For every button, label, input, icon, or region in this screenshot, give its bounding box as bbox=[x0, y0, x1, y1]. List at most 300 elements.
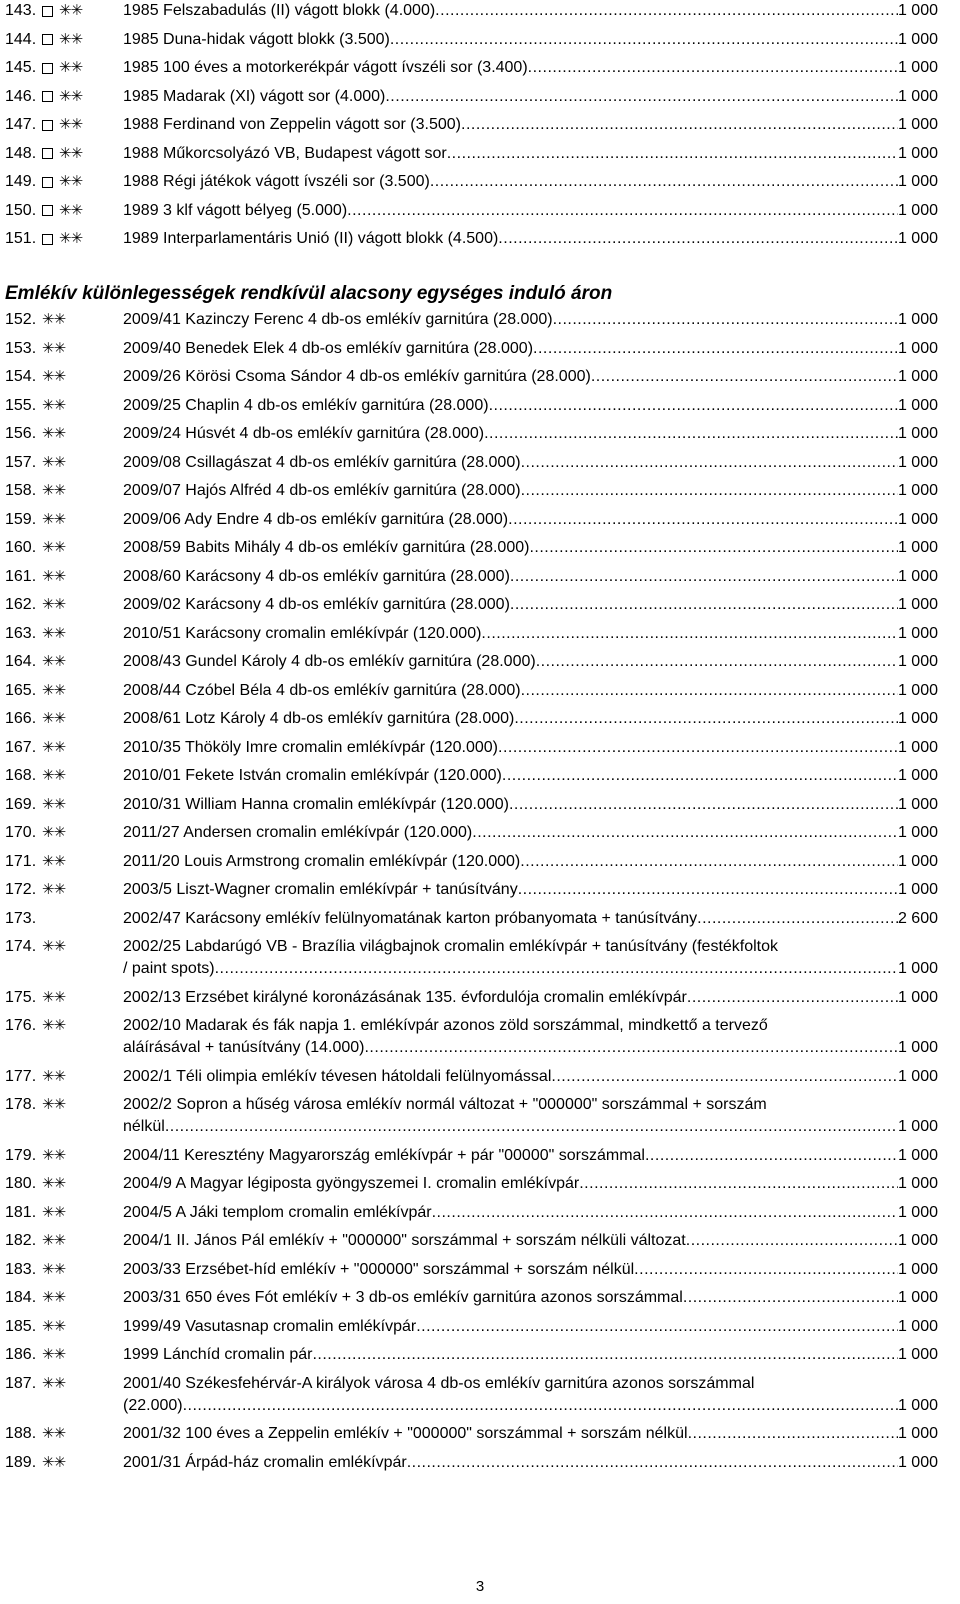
double-asterisk-icon: ✳✳ bbox=[42, 1317, 66, 1335]
double-asterisk-icon: ✳✳ bbox=[42, 1260, 66, 1278]
double-asterisk-icon: ✳✳ bbox=[42, 1425, 66, 1442]
item-icons bbox=[42, 1175, 65, 1193]
item-description: aláírásával + tanúsítvány (14.000) bbox=[123, 1039, 365, 1056]
item-description: 2009/06 Ady Endre 4 db-os emlékív garnitúra (28.000) bbox=[123, 510, 509, 528]
section-heading: Emlékív különlegességek rendkívül alacsony egységes induló áron bbox=[5, 283, 613, 304]
dot-leader bbox=[533, 339, 898, 359]
item-price: 1 000 bbox=[897, 453, 938, 471]
item-number: 183. bbox=[5, 1260, 37, 1278]
item-icons bbox=[42, 1375, 65, 1393]
item-number: 182. bbox=[5, 1232, 37, 1249]
item-description: 2011/20 Louis Armstrong cromalin emlékívpár (120.000) bbox=[123, 852, 521, 870]
item-number: 143. bbox=[5, 2, 37, 19]
item-number: 173. bbox=[5, 909, 37, 927]
item-number: 189. bbox=[5, 1453, 37, 1471]
item-price: 1 000 bbox=[897, 1260, 938, 1278]
item-icons bbox=[42, 511, 65, 529]
double-asterisk-icon: ✳✳ bbox=[42, 738, 66, 756]
item-icons bbox=[42, 482, 65, 500]
item-description: 2008/60 Karácsony 4 db-os emlékív garnitúra (28.000) bbox=[123, 567, 510, 585]
dot-leader bbox=[529, 538, 898, 558]
item-price: 1 000 bbox=[897, 1067, 938, 1085]
item-price: 1 000 bbox=[897, 30, 938, 48]
item-icons bbox=[42, 568, 65, 586]
item-price: 1 000 bbox=[897, 144, 938, 162]
double-asterisk-icon: ✳✳ bbox=[42, 567, 66, 585]
item-description: 2003/31 650 éves Fót emlékív + 3 db-os emlékív garnitúra azonos sorszámmal bbox=[123, 1289, 683, 1306]
item-line bbox=[123, 396, 938, 416]
item-icons bbox=[42, 59, 82, 77]
dot-leader bbox=[385, 87, 898, 107]
item-line bbox=[123, 766, 938, 786]
double-asterisk-icon: ✳✳ bbox=[59, 87, 83, 105]
double-asterisk-icon: ✳✳ bbox=[42, 624, 66, 642]
dot-leader bbox=[521, 681, 898, 701]
item-price: 1 000 bbox=[897, 368, 938, 385]
item-number: 167. bbox=[5, 738, 37, 756]
item-description-line1: 2002/25 Labdarúgó VB - Brazília világbajnok cromalin emlékívpár + tanúsítvány (festékfoltok bbox=[123, 938, 779, 955]
item-price: 1 000 bbox=[897, 1175, 938, 1192]
item-description: 2004/1 II. János Pál emlékív + "000000" sorszámmal + sorszám nélküli változat bbox=[123, 1232, 686, 1249]
item-description: 2009/02 Karácsony 4 db-os emlékív garnitúra (28.000) bbox=[123, 596, 510, 613]
item-description: 1999 Lánchíd cromalin pár bbox=[123, 1346, 313, 1363]
dot-leader bbox=[520, 852, 898, 872]
double-asterisk-icon: ✳✳ bbox=[42, 710, 66, 727]
item-description: 2010/51 Karácsony cromalin emlékívpár (120.000) bbox=[123, 624, 482, 642]
dot-leader bbox=[472, 823, 898, 843]
item-icons bbox=[42, 31, 82, 49]
item-description: 2008/61 Lotz Károly 4 db-os emlékív garnitúra (28.000) bbox=[123, 710, 515, 727]
double-asterisk-icon: ✳✳ bbox=[42, 453, 66, 471]
dot-leader bbox=[416, 1317, 898, 1337]
item-number: 180. bbox=[5, 1175, 37, 1192]
item-icons bbox=[42, 881, 65, 899]
item-number: 145. bbox=[5, 59, 37, 76]
dot-leader bbox=[521, 481, 898, 501]
item-icons bbox=[42, 1289, 65, 1307]
double-asterisk-icon: ✳✳ bbox=[42, 767, 66, 784]
item-line bbox=[123, 823, 938, 843]
item-price: 1 000 bbox=[897, 339, 938, 357]
item-number: 164. bbox=[5, 653, 37, 670]
item-description: 2010/31 William Hanna cromalin emlékívpár (120.000) bbox=[123, 795, 509, 813]
double-asterisk-icon: ✳✳ bbox=[42, 1346, 66, 1363]
item-price: 1 000 bbox=[897, 824, 938, 841]
item-description: 1999/49 Vasutasnap cromalin emlékívpár bbox=[123, 1317, 417, 1335]
item-description: 2004/9 A Magyar légiposta gyöngyszemei I. cromalin emlékívpár bbox=[123, 1175, 580, 1192]
item-price: 1 000 bbox=[897, 1289, 938, 1306]
item-line bbox=[123, 795, 938, 815]
dot-leader bbox=[510, 595, 898, 615]
item-number: 186. bbox=[5, 1346, 37, 1363]
dot-leader bbox=[430, 172, 898, 192]
item-price: 1 000 bbox=[897, 59, 938, 76]
item-icons bbox=[42, 202, 82, 220]
item-icons bbox=[42, 1068, 65, 1086]
item-line bbox=[123, 567, 938, 587]
item-number: 174. bbox=[5, 938, 37, 955]
item-price: 1 000 bbox=[897, 1039, 938, 1056]
item-price: 1 000 bbox=[897, 988, 938, 1006]
item-icons bbox=[42, 539, 65, 557]
item-icons bbox=[42, 1318, 65, 1336]
item-price: 1 000 bbox=[897, 1146, 938, 1164]
item-line bbox=[123, 1174, 938, 1194]
item-price: 1 000 bbox=[897, 1396, 938, 1414]
item-description: 1988 Régi játékok vágott ívszéli sor (3.500) bbox=[123, 173, 430, 190]
item-number: 156. bbox=[5, 425, 37, 442]
dot-leader bbox=[591, 367, 898, 387]
dot-leader bbox=[498, 738, 898, 758]
item-line bbox=[123, 1231, 938, 1251]
item-description: 2009/07 Hajós Alfréd 4 db-os emlékív garnitúra (28.000) bbox=[123, 482, 521, 499]
item-icons bbox=[42, 1425, 65, 1443]
dot-leader bbox=[498, 229, 898, 249]
item-description: 2009/25 Chaplin 4 db-os emlékív garnitúra (28.000) bbox=[123, 396, 489, 414]
item-icons bbox=[42, 853, 65, 871]
item-description: 2001/31 Árpád-ház cromalin emlékívpár bbox=[123, 1453, 407, 1471]
dot-leader bbox=[432, 1203, 898, 1223]
item-number: 154. bbox=[5, 368, 37, 385]
item-price: 1 000 bbox=[897, 1232, 938, 1249]
item-line bbox=[123, 738, 938, 758]
item-icons bbox=[42, 796, 65, 814]
item-price: 1 000 bbox=[897, 567, 938, 585]
checkbox-square-icon bbox=[42, 234, 53, 245]
item-number: 153. bbox=[5, 339, 37, 357]
dot-leader bbox=[407, 1453, 898, 1473]
item-price: 1 000 bbox=[897, 396, 938, 414]
item-description: 2002/47 Karácsony emlékív felülnyomatának karton próbanyomata + tanúsítvány bbox=[123, 909, 698, 927]
item-icons bbox=[42, 1346, 65, 1364]
item-price: 1 000 bbox=[897, 738, 938, 756]
item-description: 2008/59 Babits Mihály 4 db-os emlékív garnitúra (28.000) bbox=[123, 539, 530, 556]
item-price: 1 000 bbox=[897, 852, 938, 870]
item-number: 149. bbox=[5, 173, 37, 190]
item-number: 165. bbox=[5, 681, 37, 699]
dot-leader bbox=[683, 1288, 898, 1308]
item-number: 151. bbox=[5, 230, 37, 247]
item-line bbox=[123, 1067, 938, 1087]
item-description: nélkül bbox=[123, 1118, 165, 1135]
item-price: 1 000 bbox=[897, 653, 938, 670]
item-price: 1 000 bbox=[897, 767, 938, 784]
item-description: 2009/40 Benedek Elek 4 db-os emlékív garnitúra (28.000) bbox=[123, 339, 534, 357]
double-asterisk-icon: ✳✳ bbox=[42, 824, 66, 841]
double-asterisk-icon: ✳✳ bbox=[42, 1096, 66, 1113]
item-number: 181. bbox=[5, 1203, 37, 1221]
item-line bbox=[123, 1424, 938, 1444]
item-description: 2010/35 Thököly Imre cromalin emlékívpár (120.000) bbox=[123, 738, 498, 756]
item-line bbox=[123, 30, 938, 50]
item-description: 2003/5 Liszt-Wagner cromalin emlékívpár + tanúsítvány bbox=[123, 881, 518, 898]
item-price: 1 000 bbox=[897, 425, 938, 442]
item-icons bbox=[42, 1017, 65, 1035]
item-number: 152. bbox=[5, 311, 37, 328]
item-line bbox=[123, 1317, 938, 1337]
item-line bbox=[123, 1, 938, 21]
item-number: 172. bbox=[5, 881, 37, 898]
item-line bbox=[123, 880, 938, 900]
item-price: 1 000 bbox=[897, 1453, 938, 1471]
checkbox-square-icon bbox=[42, 63, 53, 74]
item-number: 163. bbox=[5, 624, 37, 642]
item-line bbox=[123, 1117, 938, 1137]
double-asterisk-icon: ✳✳ bbox=[42, 795, 66, 813]
item-number: 159. bbox=[5, 510, 37, 528]
item-icons bbox=[42, 173, 82, 191]
item-line bbox=[123, 624, 938, 644]
item-line bbox=[123, 709, 938, 729]
dot-leader bbox=[551, 1067, 898, 1087]
item-number: 161. bbox=[5, 567, 37, 585]
item-number: 176. bbox=[5, 1017, 37, 1034]
item-icons bbox=[42, 989, 65, 1007]
item-line bbox=[123, 988, 938, 1008]
checkbox-square-icon bbox=[42, 120, 53, 131]
item-price: 1 000 bbox=[897, 1346, 938, 1363]
item-description: 2002/1 Téli olimpia emlékív tévesen hátoldali felülnyomással bbox=[123, 1067, 552, 1085]
double-asterisk-icon: ✳✳ bbox=[59, 30, 83, 48]
item-description: / paint spots) bbox=[123, 960, 215, 977]
item-number: 168. bbox=[5, 767, 37, 784]
item-line bbox=[123, 1396, 938, 1416]
item-line bbox=[123, 1453, 938, 1473]
item-icons bbox=[42, 682, 65, 700]
item-number: 160. bbox=[5, 539, 37, 556]
double-asterisk-icon: ✳✳ bbox=[59, 59, 83, 76]
item-number: 170. bbox=[5, 824, 37, 841]
item-line bbox=[123, 453, 938, 473]
item-line bbox=[123, 58, 938, 78]
dot-leader bbox=[461, 115, 898, 135]
item-line bbox=[123, 595, 938, 615]
double-asterisk-icon: ✳✳ bbox=[42, 596, 66, 613]
item-description: 2008/44 Czóbel Béla 4 db-os emlékív garnitúra (28.000) bbox=[123, 681, 521, 699]
item-line bbox=[123, 87, 938, 107]
item-price: 1 000 bbox=[897, 1317, 938, 1335]
item-line bbox=[123, 367, 938, 387]
item-line bbox=[123, 1260, 938, 1280]
double-asterisk-icon: ✳✳ bbox=[42, 988, 66, 1006]
double-asterisk-icon: ✳✳ bbox=[42, 653, 66, 670]
item-description: 2004/11 Keresztény Magyarország emlékívpár + pár "00000" sorszámmal bbox=[123, 1146, 645, 1164]
dot-leader bbox=[528, 58, 898, 78]
item-price: 1 000 bbox=[897, 881, 938, 898]
double-asterisk-icon: ✳✳ bbox=[42, 1232, 66, 1249]
double-asterisk-icon: ✳✳ bbox=[59, 144, 83, 162]
item-icons bbox=[42, 767, 65, 785]
item-line bbox=[123, 681, 938, 701]
checkbox-square-icon bbox=[42, 6, 53, 17]
checkbox-square-icon bbox=[42, 91, 53, 102]
dot-leader bbox=[553, 310, 898, 330]
dot-leader bbox=[508, 510, 898, 530]
item-icons bbox=[42, 1096, 65, 1114]
item-icons bbox=[42, 1232, 65, 1250]
item-number: 171. bbox=[5, 852, 37, 870]
checkbox-square-icon bbox=[42, 34, 53, 45]
double-asterisk-icon: ✳✳ bbox=[42, 425, 66, 442]
item-price: 1 000 bbox=[897, 311, 938, 328]
double-asterisk-icon: ✳✳ bbox=[42, 881, 66, 898]
item-description: 1989 3 klf vágott bélyeg (5.000) bbox=[123, 201, 348, 219]
item-price: 1 000 bbox=[897, 482, 938, 499]
item-icons bbox=[42, 824, 65, 842]
item-line bbox=[123, 909, 938, 929]
item-line bbox=[123, 852, 938, 872]
item-icons bbox=[42, 88, 82, 106]
double-asterisk-icon: ✳✳ bbox=[59, 201, 83, 219]
item-icons bbox=[42, 710, 65, 728]
item-icons bbox=[42, 653, 65, 671]
item-number: 157. bbox=[5, 453, 37, 471]
item-number: 184. bbox=[5, 1289, 37, 1306]
double-asterisk-icon: ✳✳ bbox=[42, 681, 66, 699]
item-price: 1 000 bbox=[897, 201, 938, 219]
item-number: 147. bbox=[5, 116, 37, 133]
dot-leader bbox=[484, 424, 898, 444]
dot-leader bbox=[390, 30, 898, 50]
dot-leader bbox=[481, 624, 898, 644]
item-price: 1 000 bbox=[897, 1203, 938, 1221]
item-price: 1 000 bbox=[897, 2, 938, 19]
dot-leader bbox=[518, 880, 898, 900]
checkbox-square-icon bbox=[42, 177, 53, 188]
double-asterisk-icon: ✳✳ bbox=[42, 510, 66, 528]
dot-leader bbox=[579, 1174, 898, 1194]
item-line bbox=[123, 1288, 938, 1308]
item-description: 1985 Felszabadulás (II) vágott blokk (4.000) bbox=[123, 2, 436, 19]
item-number: 179. bbox=[5, 1146, 37, 1164]
item-number: 166. bbox=[5, 710, 37, 727]
double-asterisk-icon: ✳✳ bbox=[42, 368, 66, 385]
checkbox-square-icon bbox=[42, 205, 53, 216]
item-description: 1985 Madarak (XI) vágott sor (4.000) bbox=[123, 87, 386, 105]
item-description: (22.000) bbox=[123, 1396, 183, 1414]
item-price: 1 000 bbox=[897, 624, 938, 642]
item-icons bbox=[42, 340, 65, 358]
double-asterisk-icon: ✳✳ bbox=[42, 1146, 66, 1164]
double-asterisk-icon: ✳✳ bbox=[42, 1017, 66, 1034]
dot-leader bbox=[435, 1, 898, 21]
item-line bbox=[123, 115, 938, 135]
item-number: 188. bbox=[5, 1425, 37, 1442]
item-price: 1 000 bbox=[897, 510, 938, 528]
item-icons bbox=[42, 1454, 65, 1472]
item-price: 1 000 bbox=[897, 1425, 938, 1442]
item-description: 2004/5 A Jáki templom cromalin emlékívpár bbox=[123, 1203, 432, 1221]
item-price: 1 000 bbox=[897, 960, 938, 977]
item-icons bbox=[42, 368, 65, 386]
double-asterisk-icon: ✳✳ bbox=[42, 396, 66, 414]
item-price: 1 000 bbox=[897, 681, 938, 699]
dot-leader bbox=[688, 1424, 898, 1444]
item-icons bbox=[42, 1147, 65, 1165]
item-price: 1 000 bbox=[897, 116, 938, 133]
item-price: 1 000 bbox=[897, 1118, 938, 1135]
double-asterisk-icon: ✳✳ bbox=[42, 852, 66, 870]
item-icons bbox=[42, 311, 65, 329]
item-number: 178. bbox=[5, 1096, 37, 1113]
dot-leader bbox=[215, 959, 898, 979]
item-description: 2009/26 Körösi Csoma Sándor 4 db-os emlékív garnitúra (28.000) bbox=[123, 368, 591, 385]
item-icons bbox=[42, 2, 82, 20]
page-number: 3 bbox=[475, 1578, 485, 1595]
item-line bbox=[123, 1345, 938, 1365]
item-number: 177. bbox=[5, 1067, 37, 1085]
item-description: 2008/43 Gundel Károly 4 db-os emlékív garnitúra (28.000) bbox=[123, 653, 536, 670]
double-asterisk-icon: ✳✳ bbox=[42, 539, 66, 556]
item-description-line1: 2002/10 Madarak és fák napja 1. emlékívpár azonos zöld sorszámmal, mindkettő a tervező bbox=[123, 1017, 768, 1034]
dot-leader bbox=[634, 1260, 898, 1280]
dot-leader bbox=[489, 396, 898, 416]
dot-leader bbox=[536, 652, 898, 672]
item-icons bbox=[42, 1261, 65, 1279]
double-asterisk-icon: ✳✳ bbox=[42, 1067, 66, 1085]
item-number: 155. bbox=[5, 396, 37, 414]
item-icons bbox=[42, 397, 65, 415]
item-icons bbox=[42, 739, 65, 757]
item-line bbox=[123, 229, 938, 249]
dot-leader bbox=[510, 567, 898, 587]
item-line bbox=[123, 424, 938, 444]
double-asterisk-icon: ✳✳ bbox=[42, 339, 66, 357]
item-description: 2010/01 Fekete István cromalin emlékívpár (120.000) bbox=[123, 767, 502, 784]
item-description: 1985 100 éves a motorkerékpár vágott ívszéli sor (3.400) bbox=[123, 59, 528, 76]
item-description-line1: 2001/40 Székesfehérvár-A királyok városa 4 db-os emlékív garnitúra azonos sorszámmal bbox=[123, 1374, 755, 1392]
item-price: 1 000 bbox=[897, 710, 938, 727]
item-description: 2002/13 Erzsébet királyné koronázásának 135. évfordulója cromalin emlékívpár bbox=[123, 988, 687, 1006]
item-number: 146. bbox=[5, 87, 37, 105]
item-price: 1 000 bbox=[897, 596, 938, 613]
double-asterisk-icon: ✳✳ bbox=[42, 482, 66, 499]
item-description: 1989 Interparlamentáris Unió (II) vágott blokk (4.500) bbox=[123, 230, 499, 247]
item-number: 150. bbox=[5, 201, 37, 219]
item-icons bbox=[42, 625, 65, 643]
dot-leader bbox=[502, 766, 898, 786]
item-line bbox=[123, 510, 938, 530]
dot-leader bbox=[165, 1117, 898, 1137]
item-line bbox=[123, 144, 938, 164]
item-line bbox=[123, 1038, 938, 1058]
item-icons bbox=[42, 145, 82, 163]
item-description: 1985 Duna-hidak vágott blokk (3.500) bbox=[123, 30, 390, 48]
item-price: 2 600 bbox=[897, 909, 938, 927]
item-description: 2009/41 Kazinczy Ferenc 4 db-os emlékív garnitúra (28.000) bbox=[123, 311, 553, 328]
item-number: 187. bbox=[5, 1374, 37, 1392]
item-number: 169. bbox=[5, 795, 37, 813]
double-asterisk-icon: ✳✳ bbox=[42, 1175, 66, 1192]
item-icons bbox=[42, 938, 65, 956]
item-number: 185. bbox=[5, 1317, 37, 1335]
dot-leader bbox=[183, 1396, 898, 1416]
item-price: 1 000 bbox=[897, 230, 938, 247]
item-description: 2001/32 100 éves a Zeppelin emlékív + "000000" sorszámmal + sorszám nélkül bbox=[123, 1425, 688, 1442]
item-number: 144. bbox=[5, 30, 37, 48]
dot-leader bbox=[509, 795, 898, 815]
double-asterisk-icon: ✳✳ bbox=[42, 1289, 66, 1306]
item-icons bbox=[42, 425, 65, 443]
double-asterisk-icon: ✳✳ bbox=[59, 230, 83, 247]
item-icons bbox=[42, 596, 65, 614]
item-number: 162. bbox=[5, 596, 37, 613]
double-asterisk-icon: ✳✳ bbox=[59, 116, 83, 133]
item-price: 1 000 bbox=[897, 87, 938, 105]
item-price: 1 000 bbox=[897, 795, 938, 813]
item-line bbox=[123, 959, 938, 979]
item-line bbox=[123, 1146, 938, 1166]
